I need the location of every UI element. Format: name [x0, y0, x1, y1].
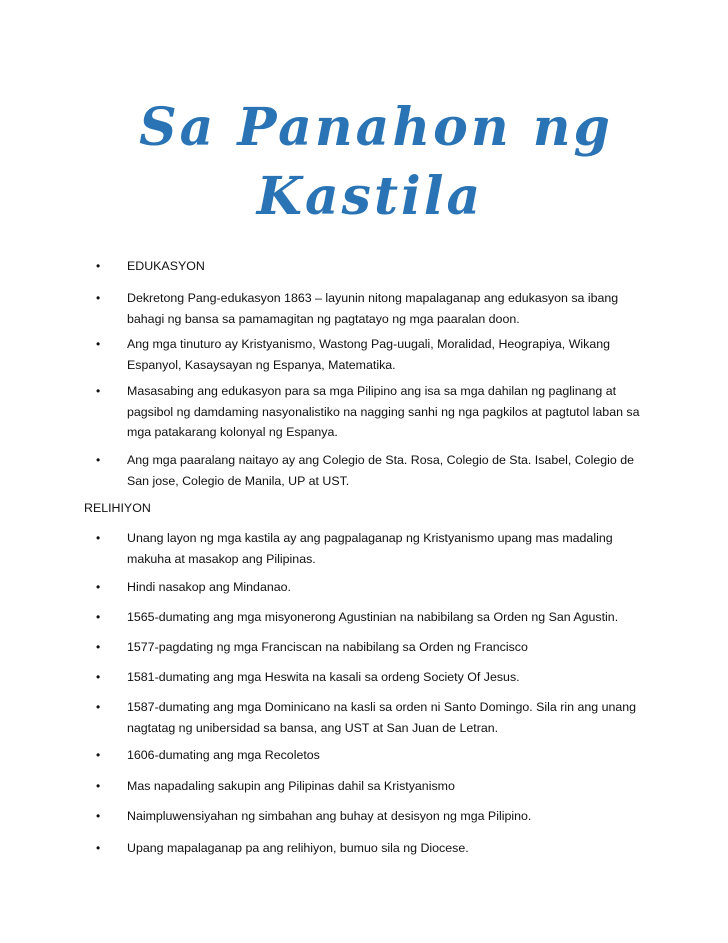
list-item: [96, 806, 656, 827]
list-item: [96, 838, 656, 859]
bullet-icon: •: [96, 748, 101, 762]
bullet-icon: •: [96, 841, 101, 855]
bullet-icon: •: [96, 291, 101, 305]
list-item: [96, 697, 656, 738]
list-item: [96, 288, 656, 329]
bullet-icon: •: [96, 384, 101, 398]
list-item-text: Unang layon ng mga kastila ay ang pagpalaganap ng Kristyanismo upang mas madaling makuha at masakop ang Pilipinas.: [127, 531, 613, 566]
list-item: [96, 776, 656, 797]
list-item: [96, 381, 656, 443]
bullet-icon: •: [96, 610, 101, 624]
section-heading-relihiyon: RELIHIYON: [84, 501, 151, 515]
list-item: [96, 667, 656, 688]
list-item: [96, 334, 656, 375]
bullet-icon: •: [96, 531, 101, 545]
list-item: [96, 745, 656, 766]
list-item-text: Ang mga tinuturo ay Kristyanismo, Wastong Pag-uugali, Moralidad, Heograpiya, Wikang Espanyol, Kasaysayan ng Espanya, Matematika.: [127, 337, 611, 372]
list-item-text: Naimpluwensiyahan ng simbahan ang buhay at desisyon ng mga Pilipino.: [127, 809, 532, 823]
list-item-text: 1581-dumating ang mga Heswita na kasali sa ordeng Society Of Jesus.: [127, 670, 520, 684]
page-title-line-1: Sa Panahon ng: [139, 97, 613, 158]
bullet-icon: •: [96, 640, 101, 654]
list-item-text: 1587-dumating ang mga Dominicano na kasli sa orden ni Santo Domingo. Sila rin ang unang nagtatag ng unibersidad sa bansa, ang UST at San Juan de Letran.: [127, 700, 637, 735]
list-item: [96, 577, 656, 598]
list-item-text: 1606-dumating ang mga Recoletos: [127, 748, 320, 762]
bullet-icon: •: [96, 337, 101, 351]
bullet-icon: •: [96, 670, 101, 684]
list-item-text: Upang mapalaganap pa ang relihiyon, bumuo sila ng Diocese.: [127, 841, 469, 855]
list-item-text: 1565-dumating ang mga misyonerong Agustinian na nabibilang sa Orden ng San Agustin.: [127, 610, 619, 624]
bullet-icon: •: [96, 700, 101, 714]
list-item: [96, 450, 656, 491]
list-item: [96, 607, 656, 628]
list-item-text: Mas napadaling sakupin ang Pilipinas dahil sa Kristyanismo: [127, 779, 455, 793]
list-item-text: 1577-pagdating ng mga Franciscan na nabibilang sa Orden ng Francisco: [127, 640, 528, 654]
list-item-text: EDUKASYON: [127, 259, 205, 273]
list-item-edukasyon-heading: [96, 256, 656, 277]
list-item-text: Dekretong Pang-edukasyon 1863 – layunin nitong mapalaganap ang edukasyon sa ibang bahagi ng bansa sa pamamagitan ng pagtatayo ng mga paaralan doon.: [127, 291, 619, 326]
list-item-text: Hindi nasakop ang Mindanao.: [127, 580, 291, 594]
bullet-icon: •: [96, 809, 101, 823]
list-item: [96, 637, 656, 658]
bullet-icon: •: [96, 580, 101, 594]
bullet-icon: •: [96, 453, 101, 467]
list-item: [96, 528, 656, 569]
page-title-line-2: Kastila: [256, 166, 484, 227]
list-item-text: Masasabing ang edukasyon para sa mga Pilipino ang isa sa mga dahilan ng paglinang at pagsibol ng damdaming nasyonalistiko na nagging sanhi ng nga pagkilos at pagtutol laban sa mga patakarang kolonyal ng Espanya.: [127, 384, 640, 439]
list-item-text: Ang mga paaralang naitayo ay ang Colegio de Sta. Rosa, Colegio de Sta. Isabel, Colegio de San jose, Colegio de Manila, UP at UST.: [127, 453, 634, 488]
bullet-icon: •: [96, 779, 101, 793]
bullet-icon: •: [96, 259, 101, 273]
